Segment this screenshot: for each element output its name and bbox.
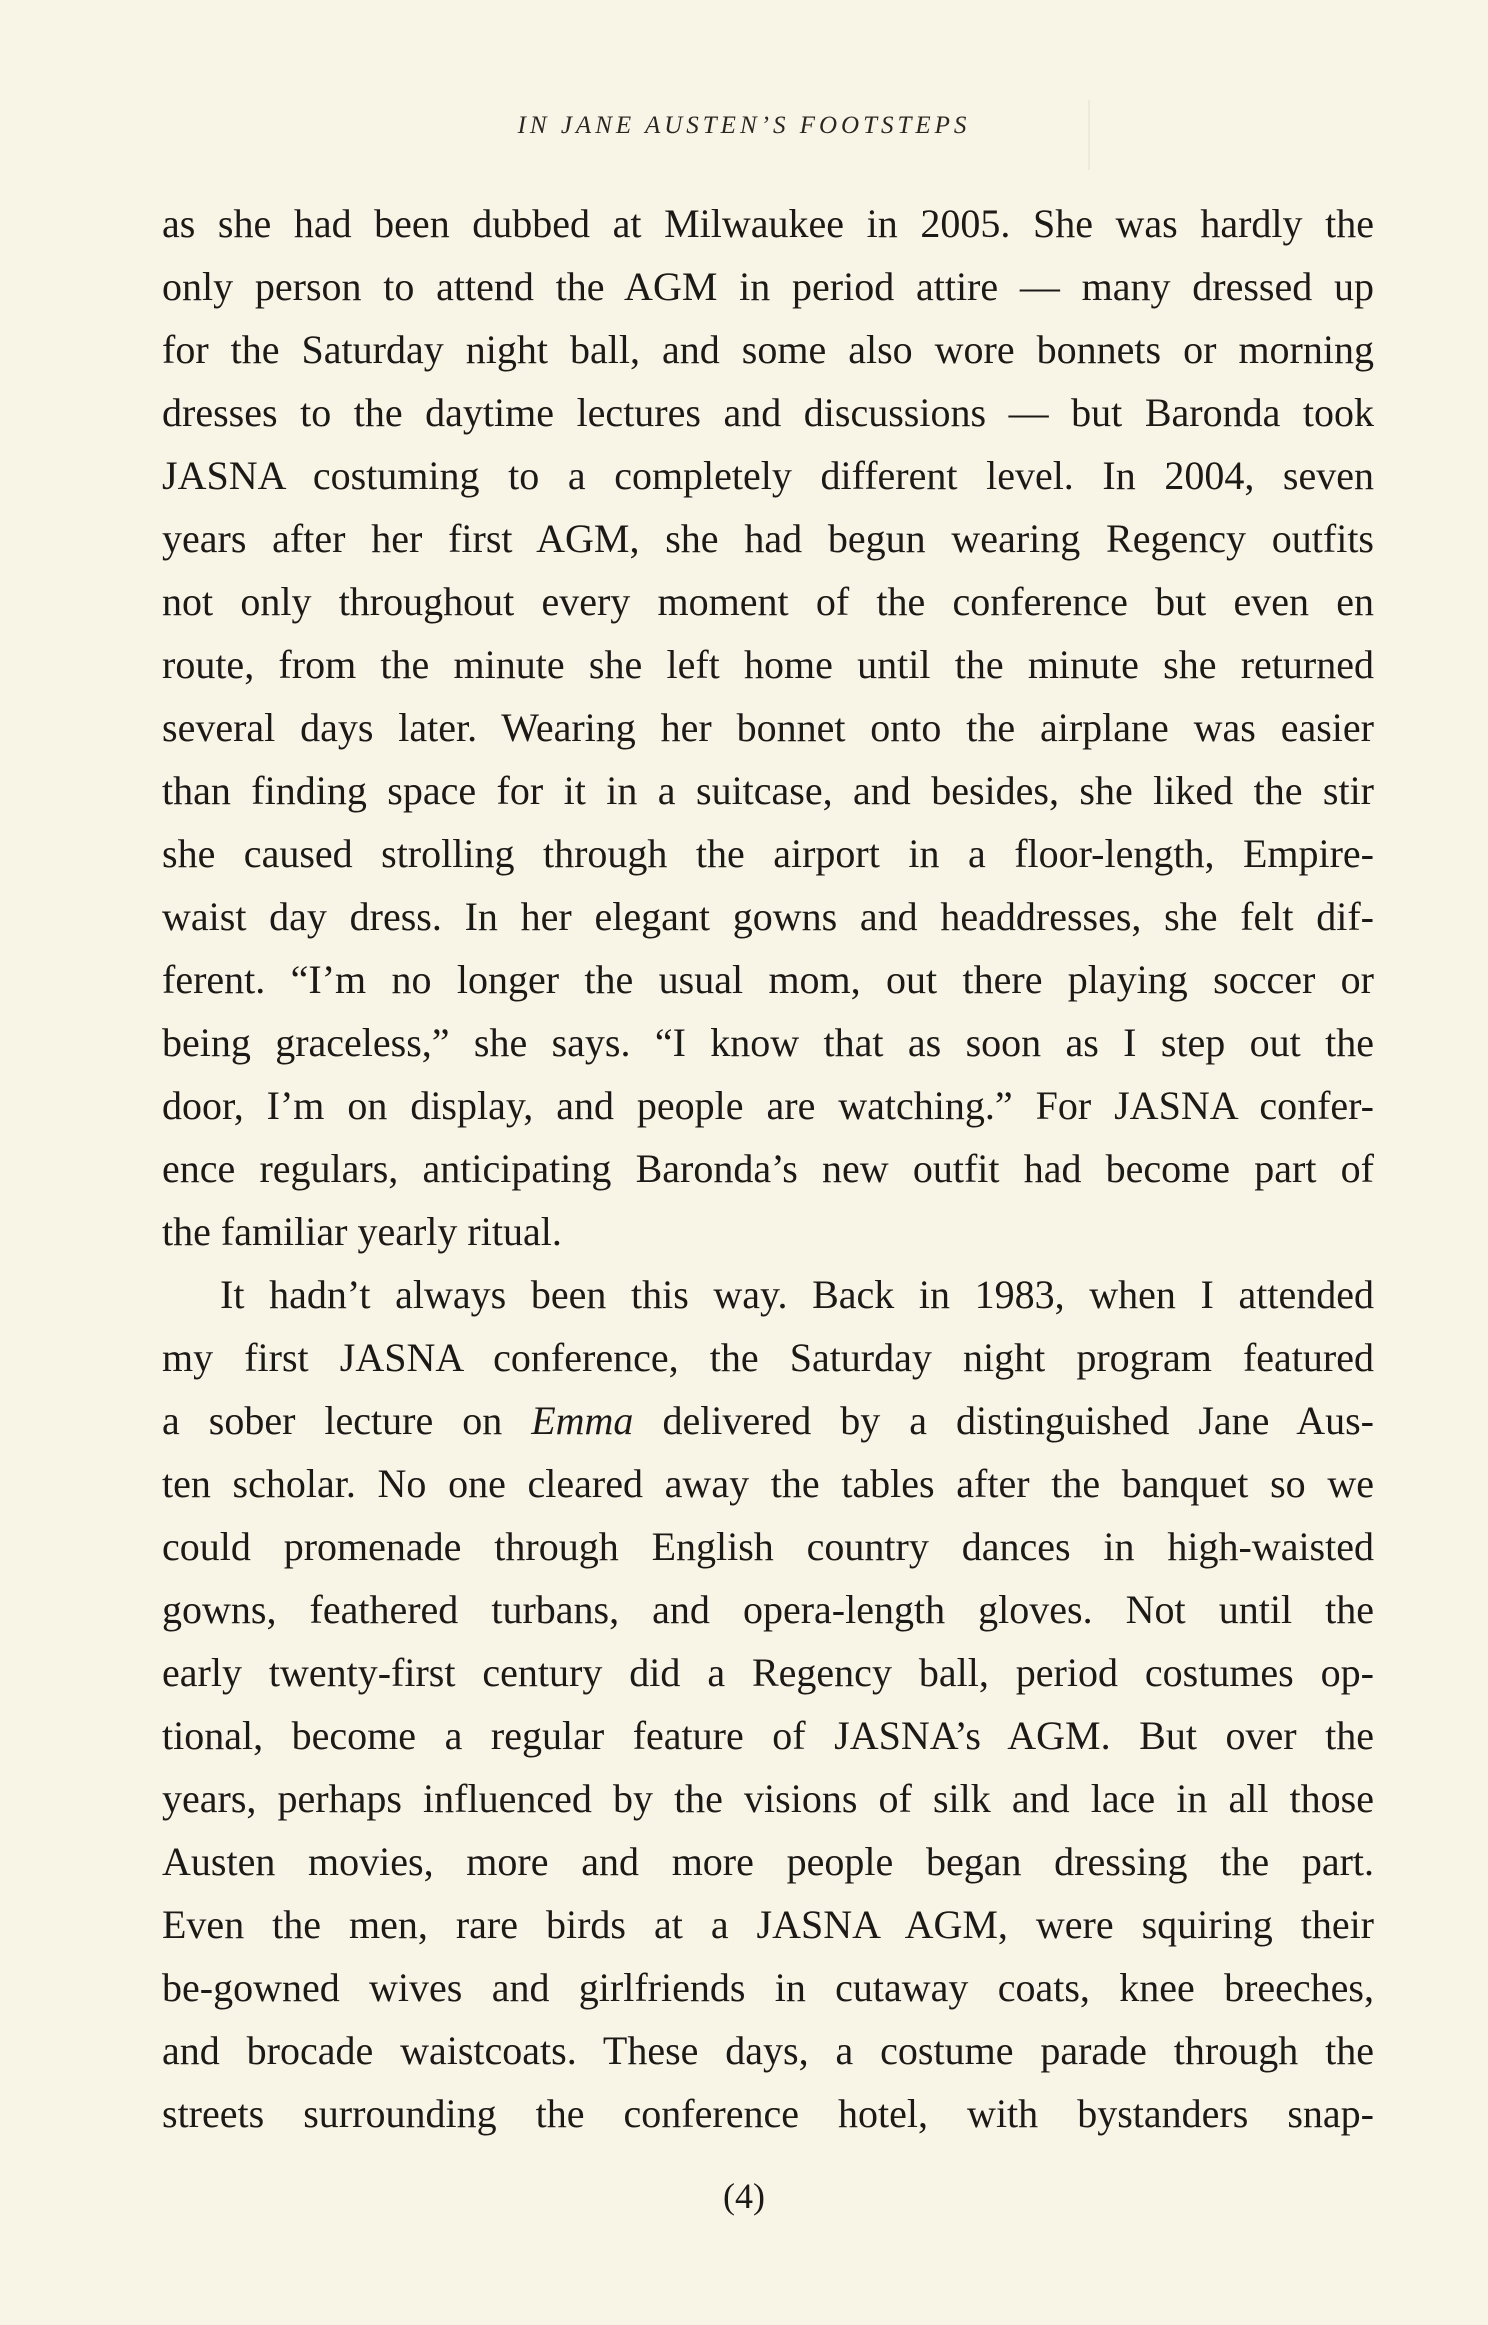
text-line: gowns, feathered turbans, and opera-length gloves. Not until the — [162, 1587, 1374, 1632]
text-line: years after her first AGM, she had begun wearing Regency outfits — [162, 516, 1374, 561]
text-line: tional, become a regular feature of JASNA’s AGM. But over the — [162, 1713, 1374, 1758]
text-line: and brocade waistcoats. These days, a costume parade through the — [162, 2028, 1374, 2073]
text-line: dresses to the daytime lectures and discussions — but Baronda took — [162, 390, 1374, 435]
text-line: she caused strolling through the airport in a floor-length, Empire- — [162, 831, 1374, 876]
text-line: only person to attend the AGM in period attire — many dressed up — [162, 264, 1374, 309]
text-line-with-title: a sober lecture on Emma delivered by a distinguished Jane Aus- — [162, 1398, 1374, 1443]
text-line: being graceless,” she says. “I know that as soon as I step out the — [162, 1020, 1374, 1065]
text-line: ten scholar. No one cleared away the tables after the banquet so we — [162, 1461, 1374, 1506]
text-line: be-gowned wives and girlfriends in cutaway coats, knee breeches, — [162, 1965, 1374, 2010]
text-line: Even the men, rare birds at a JASNA AGM, were squiring their — [162, 1902, 1374, 1947]
text-line: ferent. “I’m no longer the usual mom, out there playing soccer or — [162, 957, 1374, 1002]
text-line: several days later. Wearing her bonnet onto the airplane was easier — [162, 705, 1374, 750]
paragraph-1 — [162, 192, 1374, 1263]
text-line: It hadn’t always been this way. Back in 1983, when I attended — [220, 1272, 1374, 1317]
text-line: not only throughout every moment of the conference but even en — [162, 579, 1374, 624]
text-line: early twenty-first century did a Regency ball, period costumes op- — [162, 1650, 1374, 1695]
text-line: my first JASNA conference, the Saturday night program featured — [162, 1335, 1374, 1380]
text-line: the familiar yearly ritual. — [162, 1209, 562, 1254]
text-line: as she had been dubbed at Milwaukee in 2005. She was hardly the — [162, 201, 1374, 246]
text-line: streets surrounding the conference hotel, with bystanders snap- — [162, 2091, 1374, 2136]
text-line: door, I’m on display, and people are watching.” For JASNA confer- — [162, 1083, 1374, 1128]
body-text — [162, 192, 1374, 2145]
text-line: ence regulars, anticipating Baronda’s new outfit had become part of — [162, 1146, 1374, 1191]
text-line: years, perhaps influenced by the visions of silk and lace in all those — [162, 1776, 1374, 1821]
text-line: than finding space for it in a suitcase, and besides, she liked the stir — [162, 768, 1374, 813]
page-number: (4) — [723, 2176, 765, 2216]
text-line: route, from the minute she left home until the minute she returned — [162, 642, 1374, 687]
text-line: JASNA costuming to a completely different level. In 2004, seven — [162, 453, 1374, 498]
text-line: Austen movies, more and more people began dressing the part. — [162, 1839, 1374, 1884]
text-line: could promenade through English country dances in high-waisted — [162, 1524, 1374, 1569]
running-head: IN JANE AUSTEN’S FOOTSTEPS — [517, 112, 971, 139]
paragraph-2 — [162, 1263, 1374, 2145]
text-line: for the Saturday night ball, and some also wore bonnets or morning — [162, 327, 1374, 372]
book-title-emphasis: Emma — [531, 1398, 634, 1443]
text-line: waist day dress. In her elegant gowns and headdresses, she felt dif- — [162, 894, 1374, 939]
